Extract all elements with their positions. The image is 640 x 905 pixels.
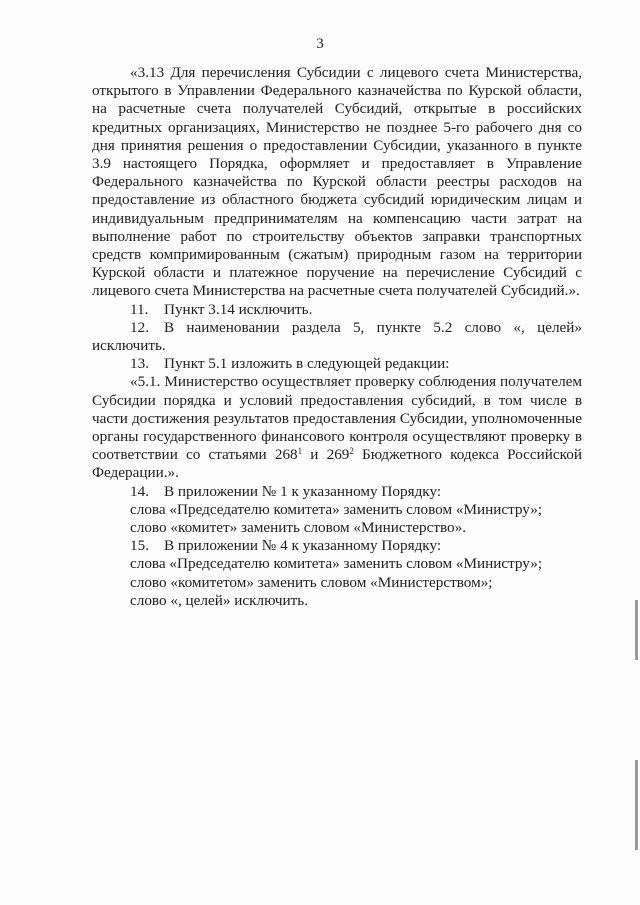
paragraph-5-1-end: Бюджетного кодекса Российской Федерации.». [92, 446, 582, 482]
page-number: 3 [316, 36, 324, 52]
article-268-superscript: 1 [297, 446, 303, 457]
item-13-number: 13. [130, 355, 149, 373]
item-14-text: В приложении № 1 к указанному Порядку: [164, 482, 442, 500]
item-11-text: Пункт 3.14 исключить. [164, 300, 313, 318]
item-15-number: 15. [130, 537, 149, 555]
item-15 [92, 537, 582, 555]
paragraph-3-13: «3.13 Для перечисления Субсидии с лицевого счета Министерства, открытого в Управлении Федерального казначейства по Курской области, на расчетные счета получателей Субсидий, открытые в российских кредитных организациях, Министерство не позднее 5-го рабочего дня со дня принятия решения о предоставлении Субсидии, указанного в пункте 3.9 настоящего Порядка, оформляет и предоставляет в Управление Федерального казначейства по Курской области реестры расходов на предоставление из областного бюджета субсидий юридическим лицам и индивидуальным предпринимателям на компенсацию части затрат на выполнение работ по строительству объектов заправки транспортных средств компримированным (сжатым) природным газом на территории Курской области и платежное поручение на перечисление Субсидий с лицевого счета Министерства на расчетные счета получателей Субсидий.». [92, 64, 582, 300]
item-13 [92, 355, 582, 373]
item-14 [92, 483, 582, 501]
scan-edge-mark [635, 600, 638, 660]
item-14-line-2: слово «комитет» заменить словом «Министерство». [130, 519, 467, 537]
item-15-text: В приложении № 4 к указанному Порядку: [164, 537, 442, 555]
paragraph-5-1-and: и 269 [302, 446, 350, 464]
item-11 [92, 301, 582, 319]
item-14-line-1: слова «Председателю комитета» заменить словом «Министру»; [130, 500, 543, 518]
article-269-superscript: 2 [349, 446, 354, 457]
item-15-line-2: слово «комитетом» заменить словом «Министерством»; [130, 573, 493, 591]
item-13-text: Пункт 5.1 изложить в следующей редакции: [164, 355, 450, 373]
paragraph-5-1 [92, 373, 582, 482]
item-15-line-1: слова «Председателю комитета» заменить словом «Министру»; [130, 555, 543, 573]
item-15-line-3: слово «, целей» исключить. [130, 591, 308, 609]
item-14-number: 14. [130, 482, 149, 500]
paragraph-5-1-main: «5.1. Министерство осуществляет проверку соблюдения получателем Субсидии порядка и условий предоставления субсидий, в том числе в части достижения результатов предоставления Субсидии, уполномоченные органы государственного финансового контроля осуществляют проверку в соответствии со статьями 268 [92, 373, 582, 464]
item-12-text: В наименовании раздела 5, пункте 5.2 слово «, целей» исключить. [92, 318, 582, 355]
document-body [92, 64, 582, 610]
item-12-number: 12. [130, 318, 149, 336]
scan-edge-mark [635, 760, 638, 850]
item-12 [92, 319, 582, 355]
item-11-number: 11. [130, 300, 149, 318]
